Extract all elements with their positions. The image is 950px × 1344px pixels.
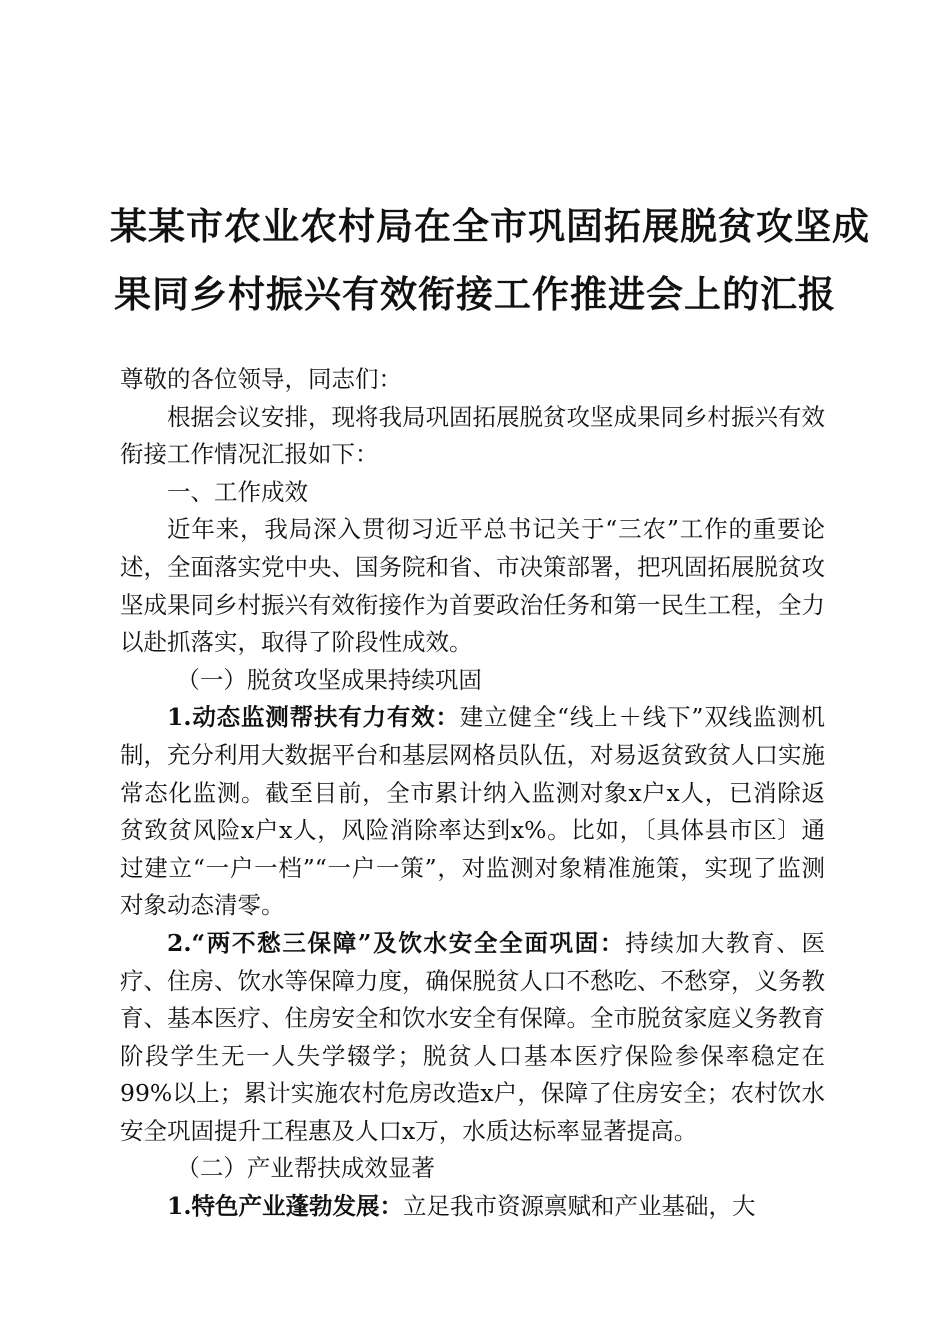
section-paragraph: 近年来，我局深入贯彻习近平总书记关于“三农”工作的重要论述，全面落实党中央、国务院和省、市决策部署，把巩固拓展脱贫攻坚成果同乡村振兴有效衔接作为首要政治任务和第一民生工程，全力以赴抓落实，取得了阶段性成效。	[120, 515, 825, 657]
item-title: 2.“两不愁三保障”及饮水安全全面巩固：	[167, 928, 626, 957]
item-text: 建立健全“线上＋线下”双线监测机制，充分利用大数据平台和基层网格员队伍，对易返贫致贫人口实施常态化监测。截至目前，全市累计纳入监测对象x户x人，已消除返贫致贫风险x户x人，风险消除率达到x%。比如，〔具体县市区〕通过建立“一户一档”“一户一策”，对监测对象精准施策，实现了监测对象动态清零。	[120, 703, 825, 920]
section-heading-results: 一、工作成效	[167, 477, 308, 506]
intro-paragraph: 根据会议安排，现将我局巩固拓展脱贫攻坚成果同乡村振兴有效衔接工作情况汇报如下：	[120, 402, 825, 469]
item-paragraph-guarantees	[120, 925, 825, 1151]
document-body	[120, 361, 825, 1226]
subsection-heading-1: （一）脱贫攻坚成果持续巩固	[176, 665, 482, 694]
document-title-line-1: 某某市农业农村局在全市巩固拓展脱贫攻坚成	[110, 205, 870, 248]
item-title: 1.特色产业蓬勃发展：	[167, 1192, 404, 1221]
item-paragraph-monitoring	[120, 699, 825, 925]
document-title-line-2: 果同乡村振兴有效衔接工作推进会上的汇报	[114, 273, 836, 316]
item-text: 立足我市资源禀赋和产业基础，大	[403, 1192, 756, 1221]
item-paragraph-industry	[120, 1188, 825, 1226]
salutation: 尊敬的各位领导，同志们：	[120, 365, 402, 393]
subsection-heading-2: （二）产业帮扶成效显著	[176, 1154, 435, 1183]
item-title: 1.动态监测帮扶有力有效：	[167, 703, 460, 732]
item-text: 持续加大教育、医疗、住房、饮水等保障力度，确保脱贫人口不愁吃、不愁穿，义务教育、基本医疗、住房安全和饮水安全有保障。全市脱贫家庭义务教育阶段学生无一人失学辍学；脱贫人口基本医疗保险参保率稳定在99%以上；累计实施农村危房改造x户，保障了住房安全；农村饮水安全巩固提升工程惠及人口x万，水质达标率显著提高。	[120, 928, 826, 1145]
